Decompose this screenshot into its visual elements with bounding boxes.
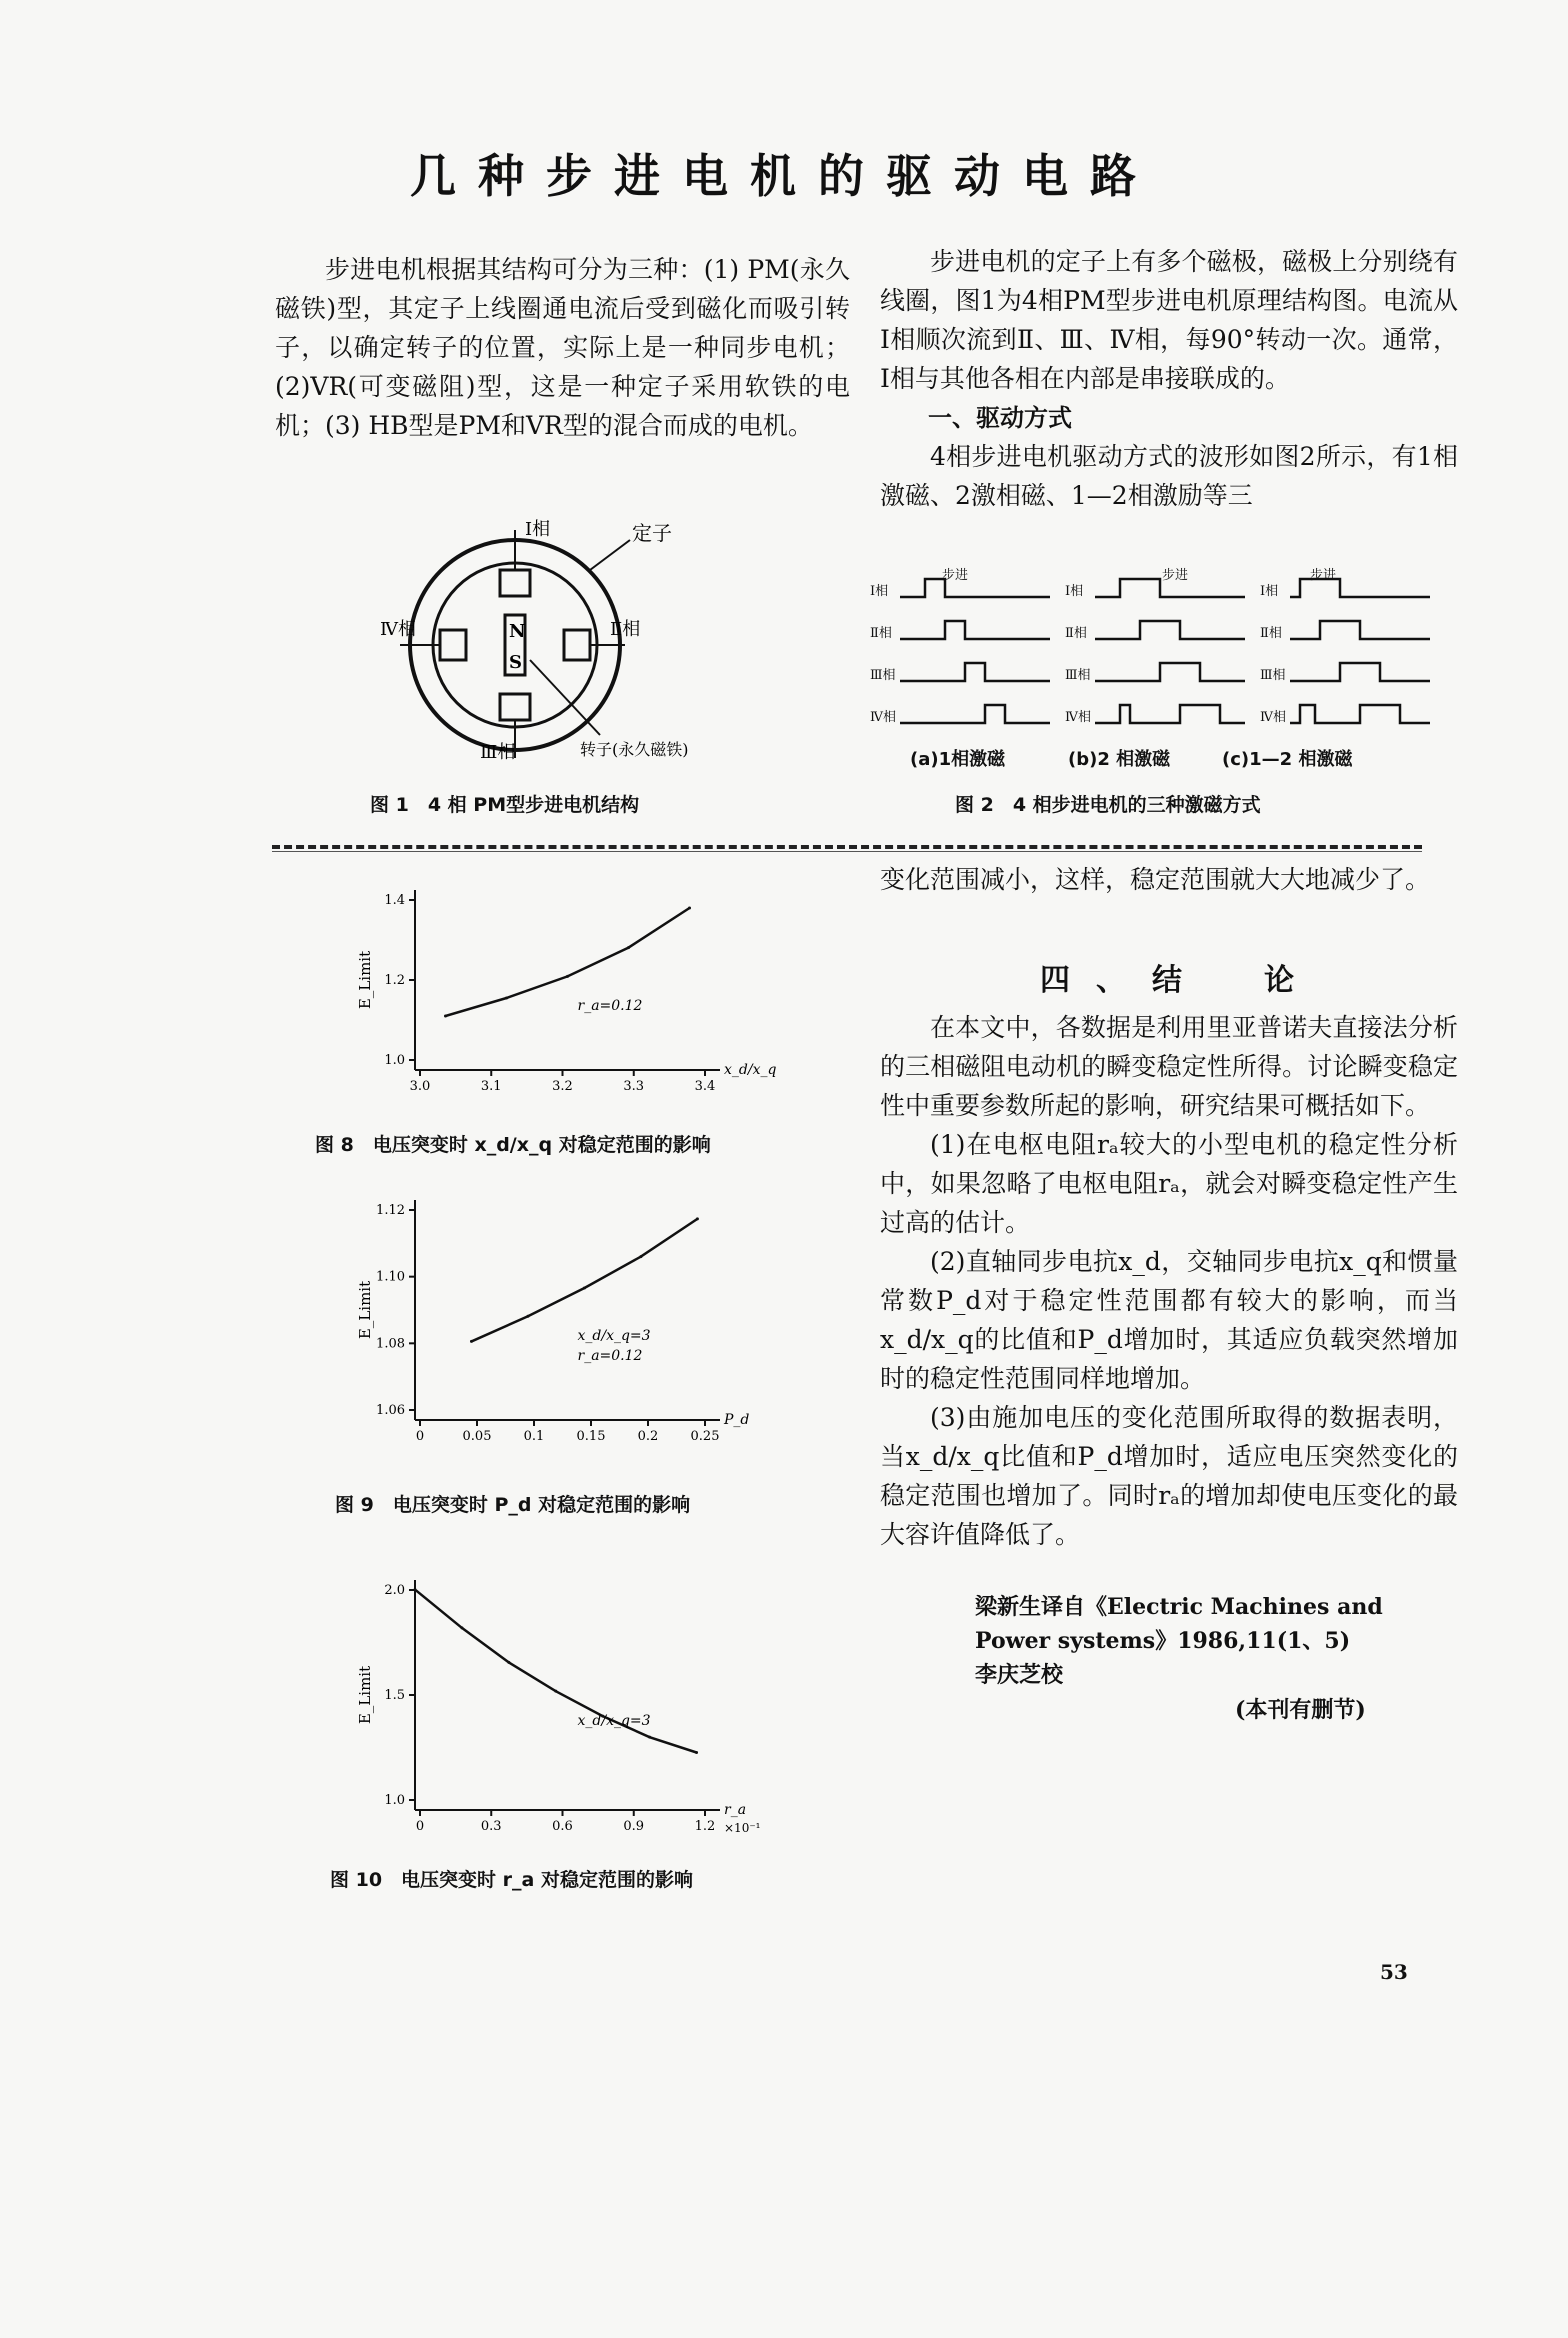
motor-structure-svg [380,510,740,770]
y-axis-label: E_Limit [356,1280,374,1340]
credit-source-line1: 梁新生译自《Electric Machines and [975,1594,1383,1620]
label-phase-2: Ⅱ相 [610,619,641,640]
data-point [505,997,508,1000]
intro-right-text: 步进电机的定子上有多个磁极，磁极上分别绕有线圈，图1为4相PM型步进电机原理结构图。电流从Ⅰ相顺次流到Ⅱ、Ⅲ、Ⅳ相，每90°转动一次。通常，Ⅰ相与其他各相在内部是串接联成的。 [880,247,1458,393]
x-axis-label: P_d [724,1412,750,1428]
x-axis-label: r_a [724,1802,747,1818]
conclusion-paragraph-3: (2)直轴同步电抗x_d，交轴同步电抗x_q和惯量常数P_d对于稳定性范围都有较大的影响，而当x_d/x_q的比值和P_d增加时，其适应负载突然增加时的稳定性范围同样地增加。 [880,1247,1458,1393]
conclusion-paragraph-2: (1)在电枢电阻rₐ较大的小型电机的稳定性分析中，如果忽略了电枢电阻rₐ，就会对瞬变稳定性产生过高的估计。 [880,1130,1458,1237]
x-tick-label: 3.0 [409,1079,431,1094]
page-title: 几种步进电机的驱动电路 [410,149,1158,203]
y-axis-label: E_Limit [356,950,374,1010]
y-tick-label: 2.0 [384,1583,405,1598]
drive-text: 4相步进电机驱动方式的波形如图2所示，有1相激磁、2激相磁、1—2相激励等三 [880,442,1458,510]
intro-left-paragraph [275,250,850,445]
figure-2-subcaption-b: (b)2 相激磁 [1068,749,1171,770]
data-point [414,1588,417,1591]
wave-a-row2-label: Ⅱ相 [870,626,892,641]
wave-c-row4-label: Ⅳ相 [1260,710,1286,725]
data-point [566,975,569,978]
series-line [415,1590,697,1753]
conclusion-paragraph-4: (3)由施加电压的变化范围所取得的数据表明，当x_d/x_q比值和P_d增加时，适应电压突然变化的稳定范围也增加了。同时rₐ的增加却使电压变化的最大容许值降低了。 [880,1403,1458,1549]
figure-1-caption: 图 1 4 相 PM型步进电机结构 [370,794,640,816]
data-point [444,1015,447,1018]
y-tick-label: 1.10 [376,1269,405,1285]
label-north-pole: N [509,621,526,642]
series-line [446,908,690,1016]
x-tick-label: 1.2 [694,1819,716,1834]
label-stator: 定子 [632,521,672,545]
figure-2-subcaption-c: (c)1—2 相激磁 [1222,749,1353,770]
x-tick-label: 3.2 [552,1079,573,1094]
x-tick-label: 0.15 [576,1429,606,1444]
label-south-pole: S [509,652,522,673]
page-number: 53 [1380,1960,1408,1984]
chart-annotation: x_d/x_q=3 [577,1713,651,1729]
chart-8-svg [340,875,777,1105]
data-point [583,1287,586,1290]
data-point [470,1340,473,1343]
translation-credit [975,1590,1455,1692]
figure-9-chart [340,1185,760,1455]
x-tick-label: 0.25 [690,1429,720,1444]
intro-left-text: 步进电机根据其结构可分为三种：(1) PM(永久磁铁)型，其定子上线圈通电流后受到磁化而吸引转子，以确定转子的位置，实际上是一种同步电机；(2)VR(可变磁阻)型，这是一种定子采用软铁的电机；(3) HB型是PM和VR型的混合而成的电机。 [275,255,850,440]
figure-2-caption: 图 2 4 相步进电机的三种激磁方式 [955,794,1261,816]
x-tick-label: 0.3 [480,1819,502,1834]
y-axis-label: E_Limit [356,1665,374,1725]
series-line [471,1219,697,1342]
data-point [554,1690,557,1693]
intro-right-paragraph [880,242,1458,515]
figure-2-subcaption-a: (a)1相激磁 [910,749,1006,770]
x-tick-label: 3.3 [623,1079,645,1094]
y-tick-label: 1.4 [384,893,405,908]
y-tick-label: 1.12 [376,1203,405,1218]
wave-c-row3-label: Ⅲ相 [1260,668,1286,683]
x-tick-label: 3.4 [694,1079,716,1094]
section-heading-drive: 一、驱动方式 [928,403,1072,432]
wave-a-row3-label: Ⅲ相 [870,668,896,683]
label-rotor: 转子(永久磁铁) [580,740,689,759]
data-point [507,1661,510,1664]
x-tick-label: 0.1 [523,1429,545,1444]
x-axis-label: x_d/x_q [724,1062,777,1078]
data-point [526,1315,529,1318]
figure-9-caption: 图 9 电压突变时 P_d 对稳定范围的影响 [335,1494,691,1516]
wave-c-row2-label: Ⅱ相 [1260,626,1282,641]
waveform-svg [870,565,1440,735]
chart-annotation: x_d/x_q=3 [577,1328,651,1344]
data-point [695,1751,698,1754]
chart-9-svg [340,1185,760,1455]
wave-b-row2-label: Ⅱ相 [1065,626,1087,641]
editor-note: (本刊有删节) [1235,1697,1366,1723]
data-point [460,1626,463,1629]
y-tick-label: 1.2 [384,973,405,988]
figure-2-waveforms [870,565,1440,735]
continued-paragraph [880,860,1458,899]
wave-a-step-label: 步进 [942,568,969,583]
chart-annotation: r_a=0.12 [577,998,643,1014]
wave-b-step-label: 步进 [1162,568,1189,583]
figure-8-caption: 图 8 电压突变时 x_d/x_q 对稳定范围的影响 [315,1134,711,1156]
section-divider [272,845,1422,849]
data-point [696,1217,699,1220]
y-tick-label: 1.06 [376,1403,405,1418]
section-divider-line [272,851,1422,852]
y-tick-label: 1.0 [384,1053,405,1068]
wave-b-row1-label: Ⅰ相 [1065,584,1084,599]
figure-1-motor-diagram [380,510,740,770]
conclusion-body [880,1008,1458,1554]
figure-10-caption: 图 10 电压突变时 r_a 对稳定范围的影响 [330,1869,693,1891]
label-phase-4: Ⅳ相 [380,619,416,640]
x-tick-label: 0.9 [623,1819,645,1834]
label-phase-3: Ⅲ相 [480,742,516,763]
data-point [648,1736,651,1739]
wave-b-row3-label: Ⅲ相 [1065,668,1091,683]
label-phase-1: Ⅰ相 [525,519,551,540]
credit-source-line2: Power systems》1986,11(1、5) [975,1628,1351,1654]
x-axis-unit: ×10⁻¹ [724,1821,761,1835]
credit-reviewer: 李庆芝校 [975,1662,1064,1688]
data-point [639,1255,642,1258]
continued-text: 变化范围减小，这样，稳定范围就大大地减少了。 [880,865,1431,894]
wave-b-row4-label: Ⅳ相 [1065,710,1091,725]
conclusion-heading: 四、结 论 [1040,963,1320,998]
conclusion-paragraph-1: 在本文中，各数据是利用里亚普诺夫直接法分析的三相磁阻电动机的瞬变稳定性所得。讨论瞬变稳定性中重要参数所起的影响，研究结果可概括如下。 [880,1013,1458,1120]
x-tick-label: 0 [415,1429,425,1444]
wave-a-row1-label: Ⅰ相 [870,584,889,599]
figure-8-chart [340,875,777,1105]
wave-c-row1-label: Ⅰ相 [1260,584,1279,599]
y-tick-label: 1.0 [384,1793,405,1808]
data-point [688,907,691,910]
x-tick-label: 0.6 [552,1819,573,1834]
wave-c-step-label: 步进 [1310,568,1337,583]
chart-annotation-2: r_a=0.12 [577,1348,643,1364]
x-tick-label: 0.2 [637,1429,659,1444]
y-tick-label: 1.5 [384,1688,405,1703]
chart-10-svg [340,1565,760,1845]
x-tick-label: 0 [415,1819,425,1834]
x-tick-label: 3.1 [480,1079,502,1094]
data-point [627,946,630,949]
x-tick-label: 0.05 [462,1429,492,1444]
wave-a-row4-label: Ⅳ相 [870,710,896,725]
y-tick-label: 1.08 [376,1336,405,1352]
figure-10-chart [340,1565,760,1845]
